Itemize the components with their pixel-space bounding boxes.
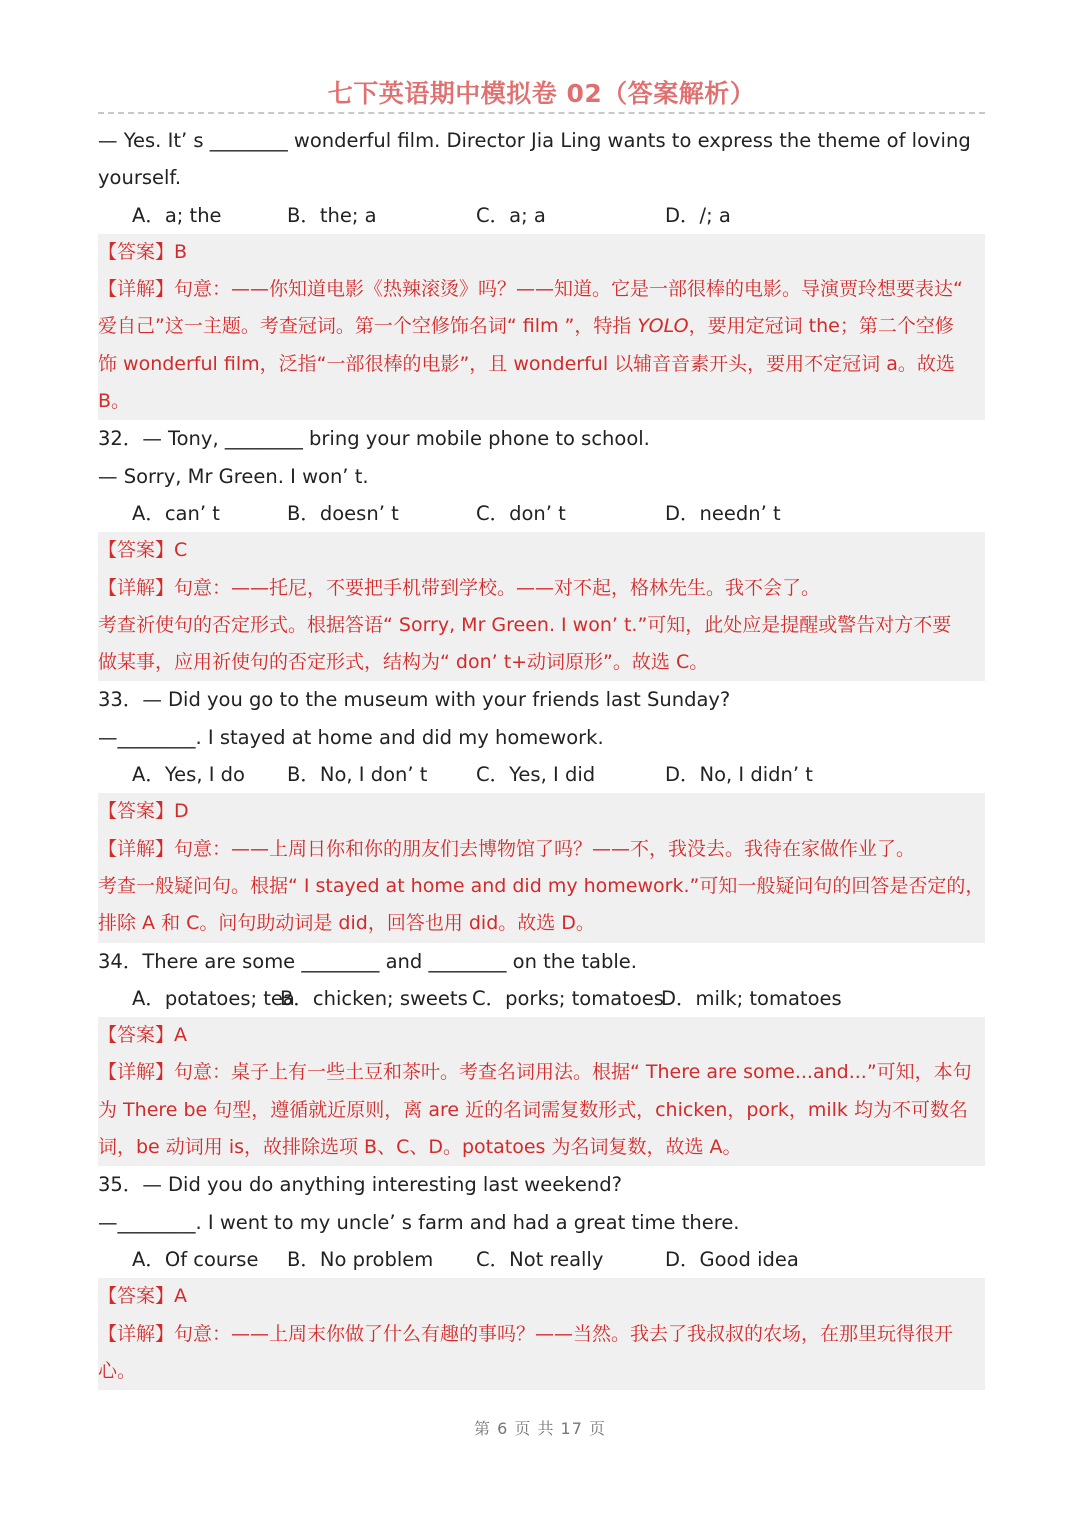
explanation-line: 词，be 动词用 is，故排除选项 B、C、D。potatoes 为名词复数，故选 A。 xyxy=(98,1136,742,1159)
question-stem-line: —________. I stayed at home and did my homework. xyxy=(98,725,604,749)
option-b: B．No, I don’ t xyxy=(287,763,428,787)
option-a: A．can’ t xyxy=(132,501,220,525)
option-b: B．chicken; sweets xyxy=(280,986,468,1010)
option-c: C．a; a xyxy=(476,203,546,227)
option-b: B．No problem xyxy=(287,1247,434,1271)
option-row xyxy=(98,980,985,1017)
option-c: C．porks; tomatoes xyxy=(472,986,664,1010)
option-b: B．the; a xyxy=(287,203,377,227)
option-a: A．a; the xyxy=(132,203,222,227)
option-a: A．potatoes; tea xyxy=(132,986,295,1010)
explanation-line: B。 xyxy=(98,390,131,413)
explanation-line: 心。 xyxy=(98,1359,137,1382)
question-stem-line: yourself. xyxy=(98,166,182,190)
explanation-line: 【详解】句意：桌子上有一些土豆和茶叶。考查名词用法。根据“ There are some...and...”可知，本句 xyxy=(98,1061,972,1084)
question-stem-line: —________. I went to my uncle’ s farm and had a great time there. xyxy=(98,1210,740,1234)
option-d: D．Good idea xyxy=(665,1247,799,1271)
explanation-text: 爱自己”这一主题。考查冠词。第一个空修饰名词“ film ”，特指 xyxy=(98,315,638,338)
explanation-line: 【详解】句意：——上周末你做了什么有趣的事吗？——当然。我去了我叔叔的农场，在那里玩得很开 xyxy=(98,1322,954,1345)
option-row xyxy=(98,1241,985,1278)
question-32 xyxy=(98,420,985,681)
option-d: D．milk; tomatoes xyxy=(661,986,842,1010)
option-a: A．Yes, I do xyxy=(132,763,245,787)
answer-key: 【答案】A xyxy=(98,1024,187,1047)
option-a: A．Of course xyxy=(132,1247,259,1271)
question-34 xyxy=(98,943,985,1167)
page-content xyxy=(98,122,985,1390)
answer-box xyxy=(98,1278,985,1390)
explanation-line: 饰 wonderful film，泛指“一部很棒的电影”，且 wonderful 以辅音音素开头，要用不定冠词 a。故选 xyxy=(98,352,955,375)
question-stem-line: 33．— Did you go to the museum with your friends last Sunday? xyxy=(98,688,731,712)
option-row xyxy=(98,495,985,532)
option-b: B．doesn’ t xyxy=(287,501,399,525)
page-number-footer: 第 6 页 共 17 页 xyxy=(474,1419,606,1438)
answer-key: 【答案】A xyxy=(98,1285,187,1308)
answer-key: 【答案】B xyxy=(98,240,188,263)
explanation-line: 排除 A 和 C。问句助动词是 did，回答也用 did。故选 D。 xyxy=(98,912,595,935)
answer-box xyxy=(98,234,985,420)
question-stem-line: — Sorry, Mr Green. I won’ t. xyxy=(98,464,369,488)
option-row xyxy=(98,756,985,793)
answer-box xyxy=(98,1017,985,1166)
option-row xyxy=(98,197,985,234)
explanation-line: 考查一般疑问句。根据“ I stayed at home and did my homework.”可知一般疑问句的回答是否定的， xyxy=(98,874,985,897)
option-d: D．/; a xyxy=(665,203,731,227)
option-c: C．Not really xyxy=(476,1247,604,1271)
answer-box xyxy=(98,532,985,681)
option-c: C．Yes, I did xyxy=(476,763,596,787)
explanation-line xyxy=(98,308,985,345)
explanation-line: 【详解】句意：——上周日你和你的朋友们去博物馆了吗？——不，我没去。我待在家做作业了。 xyxy=(98,837,916,860)
answer-key: 【答案】D xyxy=(98,800,189,823)
question-35 xyxy=(98,1166,985,1390)
explanation-line: 为 There be 句型，遵循就近原则，离 are 近的名词需复数形式，chicken，pork，milk 均为不可数名 xyxy=(98,1098,968,1121)
question-stem-line: 34．There are some ________ and ________ on the table. xyxy=(98,949,637,973)
explanation-text: ，要用定冠词 the；第二个空修 xyxy=(688,315,954,338)
option-c: C．don’ t xyxy=(476,501,566,525)
answer-box xyxy=(98,793,985,942)
answer-key: 【答案】C xyxy=(98,539,188,562)
option-d: D．No, I didn’ t xyxy=(665,763,813,787)
question-31 xyxy=(98,122,985,420)
page-header xyxy=(98,76,985,114)
question-33 xyxy=(98,681,985,942)
page-title: 七下英语期中模拟卷 02（答案解析） xyxy=(327,79,756,108)
option-d: D．needn’ t xyxy=(665,501,781,525)
explanation-line: 做某事，应用祈使句的否定形式，结构为“ don’ t+动词原形”。故选 C。 xyxy=(98,651,709,674)
explanation-line: 【详解】句意：——你知道电影《热辣滚烫》吗？——知道。它是一部很棒的电影。导演贾玲想要表达“ xyxy=(98,278,963,301)
explanation-line: 考查祈使句的否定形式。根据答语“ Sorry, Mr Green. I won’ t.”可知，此处应是提醒或警告对方不要 xyxy=(98,613,952,636)
question-stem-line: 35．— Did you do anything interesting last weekend? xyxy=(98,1173,622,1197)
question-stem-line: — Yes. It’ s ________ wonderful film. Director Jia Ling wants to express the theme of loving xyxy=(98,129,971,152)
explanation-line: 【详解】句意：——托尼，不要把手机带到学校。——对不起，格林先生。我不会了。 xyxy=(98,576,821,599)
question-stem-line: 32．— Tony, ________ bring your mobile phone to school. xyxy=(98,427,650,451)
explanation-italic-text: YOLO xyxy=(637,315,689,338)
